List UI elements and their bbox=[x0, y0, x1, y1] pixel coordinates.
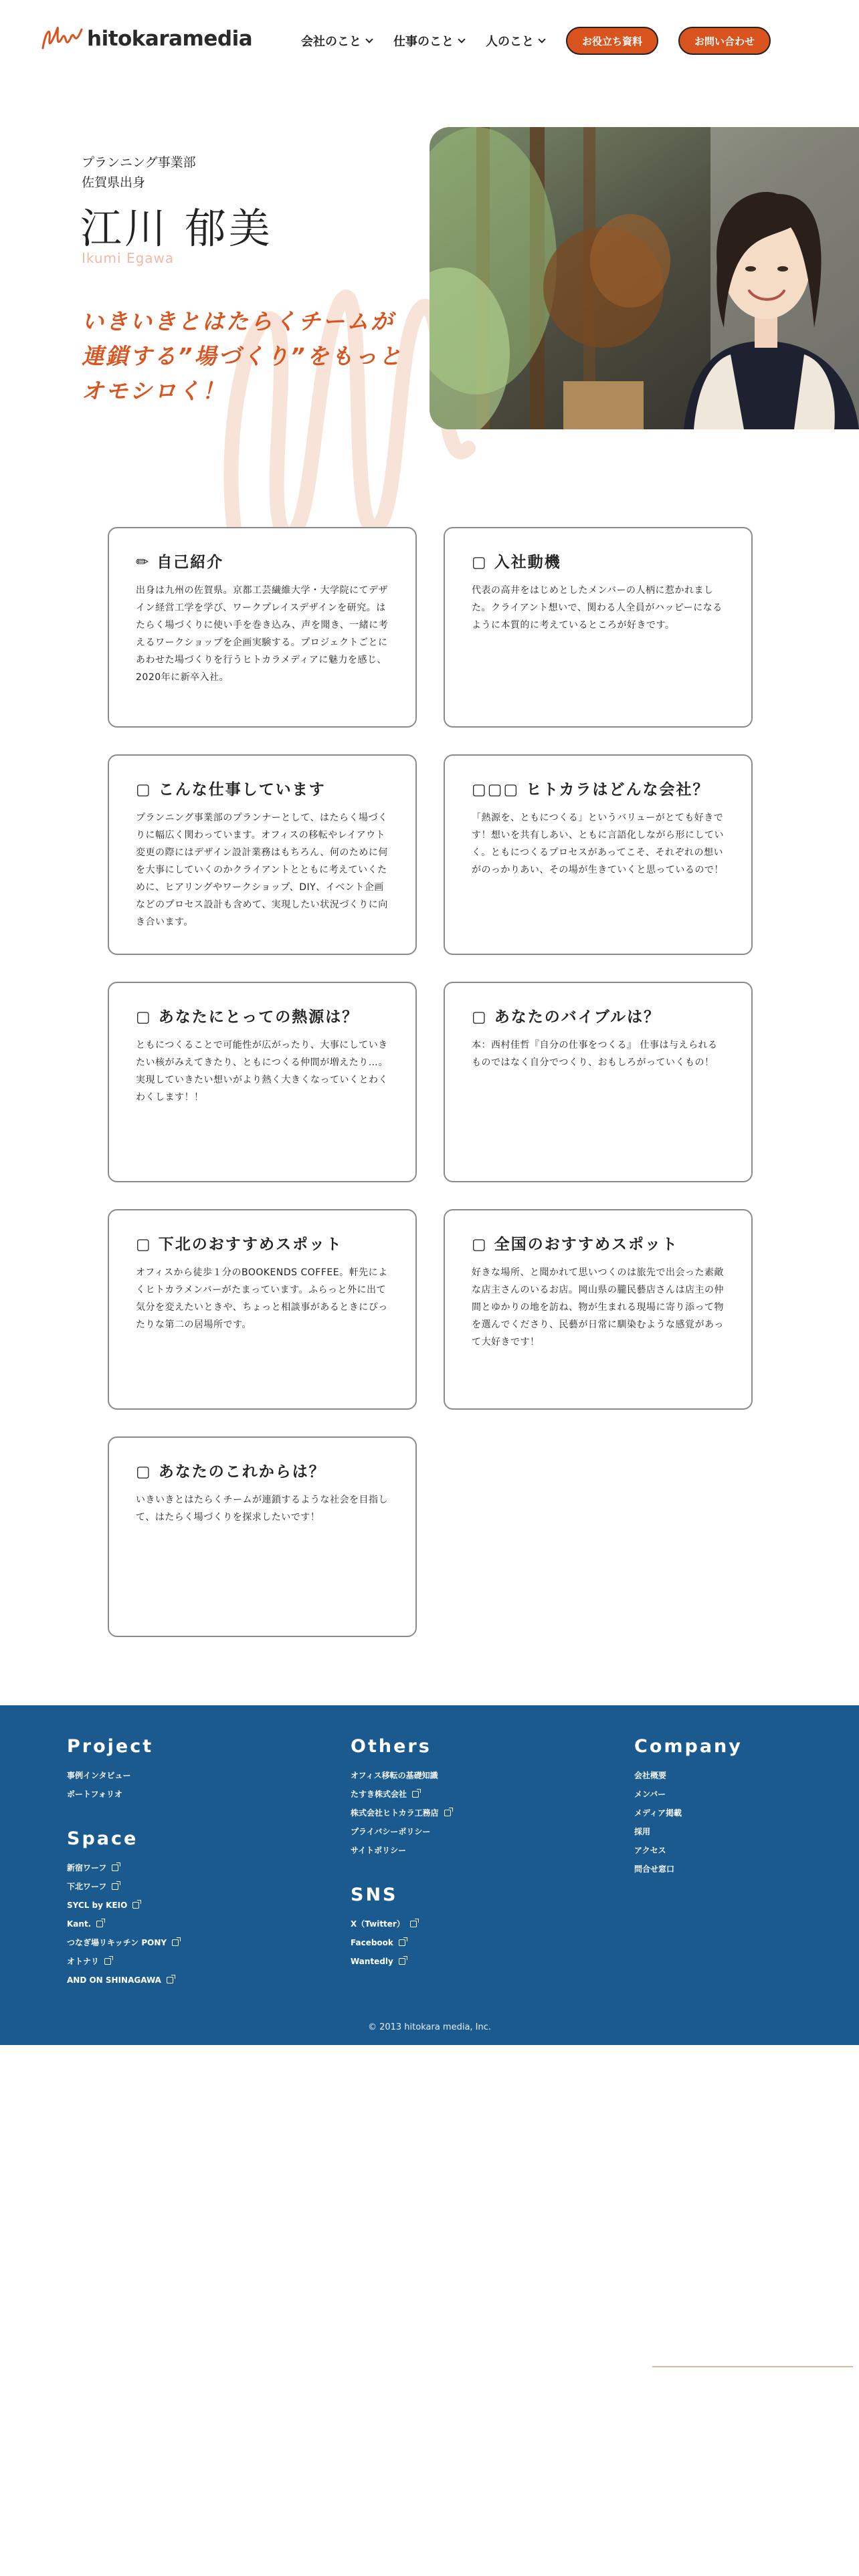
footer-link[interactable]: Facebook bbox=[351, 1933, 417, 1952]
site-header bbox=[0, 0, 859, 80]
footer-link[interactable]: Kant. bbox=[67, 1915, 179, 1933]
footer-heading: Project bbox=[67, 1736, 154, 1757]
photo-illustration bbox=[430, 127, 859, 429]
footer-link[interactable]: 問合せ窓口 bbox=[634, 1864, 675, 1874]
external-link-icon bbox=[167, 1977, 173, 1983]
catch-copy: いきいきとはたらくチームが 連鎖する”場づくり”をもっと オモシロく！ bbox=[82, 308, 403, 404]
external-link-icon bbox=[444, 1810, 451, 1816]
footer-link[interactable]: 新宿ワーフ bbox=[67, 1858, 179, 1877]
card-title: あなたにとっての熱源は？ bbox=[158, 1008, 359, 1026]
main-nav bbox=[301, 27, 771, 55]
profile-meta bbox=[82, 152, 196, 193]
placeholder-icon: ▢ bbox=[136, 781, 152, 798]
decorative-divider bbox=[652, 2366, 853, 2367]
copyright: © 2013 hitokara media, Inc. bbox=[367, 2022, 492, 2032]
card-title: あなたのこれからは？ bbox=[158, 1463, 326, 1481]
card-body: 「熱源を、ともにつくる」というバリューがとても好きです！想いを共有しあい、ともに言語化しながら形にしていく。ともにつくるプロセスがあってこそ、それぞれの想いがのっかりあい、その場が生きていくと思っているので！ bbox=[472, 813, 724, 875]
department-label: プランニング事業部 bbox=[82, 155, 196, 170]
external-link-icon bbox=[172, 1939, 179, 1946]
card-body: 本：西村佳哲『自分の仕事をつくる』 仕事は与えられるものではなく自分でつくり、おもしろがっていくもの！ bbox=[472, 1040, 718, 1068]
logo[interactable] bbox=[39, 19, 252, 59]
footer-sns bbox=[351, 1885, 417, 1971]
external-link-icon bbox=[96, 1921, 103, 1927]
footer-link[interactable]: 下北ワーフ bbox=[67, 1877, 179, 1896]
external-link-icon bbox=[112, 1883, 118, 1890]
pencil-icon: ✏ bbox=[136, 554, 151, 571]
footer-heading: Space bbox=[67, 1828, 138, 1849]
placeholder-icon: ▢ bbox=[136, 1463, 152, 1481]
external-link-icon bbox=[399, 1939, 405, 1946]
footer-link[interactable]: 採用 bbox=[634, 1827, 651, 1836]
nav-company[interactable]: 会社のこと bbox=[301, 32, 372, 49]
placeholder-icon: ▢ bbox=[472, 1236, 488, 1253]
footer-link[interactable]: 事例インタビュー bbox=[67, 1771, 131, 1780]
footer-space bbox=[67, 1828, 179, 1990]
external-link-icon bbox=[104, 1958, 111, 1965]
footer-link[interactable]: メンバー bbox=[634, 1790, 666, 1799]
external-link-icon bbox=[132, 1902, 139, 1909]
footer-link[interactable]: つなぎ場リキッチン PONY bbox=[67, 1933, 179, 1952]
footer-project bbox=[67, 1736, 153, 1804]
person-photo bbox=[430, 127, 859, 429]
footer-link[interactable]: X（Twitter） bbox=[351, 1915, 417, 1933]
placeholder-icon: ▢ bbox=[136, 1008, 152, 1026]
resources-button[interactable]: お役立ち資料 bbox=[566, 27, 658, 55]
card-title: 全国のおすすめスポット bbox=[494, 1236, 678, 1253]
external-link-icon bbox=[412, 1791, 419, 1798]
site-footer bbox=[0, 1705, 859, 2045]
chevron-down-icon bbox=[458, 35, 465, 43]
card-title: あなたのバイブルは？ bbox=[494, 1008, 661, 1026]
footer-link[interactable]: 株式会社ヒトカラ工務店 bbox=[351, 1804, 451, 1822]
card-body: 代表の高井をはじめとしたメンバーの人柄に惹かれました。クライアント想いで、関わる人全員がハッピーになるように本質的に考えているところが好きです。 bbox=[472, 585, 723, 631]
card-body: プランニング事業部のプランナーとして、はたらく場づくりに幅広く関わっています。オフィスの移転やレイアウト変更の際にはデザイン設計業務はもちろん、何のために何を大事にしていくのかクライアントとともに考えていくために、ヒアリングやワークショップ、DIY、イベント企画などのプロセス設計も含めて、実現したい状況づくりに向き合います。 bbox=[136, 813, 388, 928]
card-title: ヒトカラはどんな会社？ bbox=[526, 781, 710, 798]
placeholder-icon: ▢ bbox=[472, 1008, 488, 1026]
footer-link[interactable]: メディア掲載 bbox=[634, 1808, 682, 1818]
footer-company bbox=[634, 1736, 743, 1879]
card-national-spot bbox=[444, 1209, 753, 1410]
card-body: 出身は九州の佐賀県。京都工芸繊維大学・大学院にてデザイン経営工学を学び、ワークプレイスデザインを研究。はたらく場づくりに使い手を巻き込み、声を聞き、一緒に考えるワークショップを企画実験する。プロジェクトごとにあわせた場づくりを行うヒトカラメディアに魅力を感じ、2020年に新卒入社。 bbox=[136, 585, 389, 683]
contact-button[interactable]: お問い合わせ bbox=[678, 27, 771, 55]
card-body: オフィスから徒歩１分のBOOKENDS COFFEE。軒先によくヒトカラメンバーがたまっています。ふらっと外に出て気分を変えたいときや、ちょっと相談事があるときにぴったりな第二の居場所です。 bbox=[136, 1267, 388, 1330]
footer-link[interactable]: アクセス bbox=[634, 1846, 666, 1855]
person-name-roman: Ikumi Egawa bbox=[82, 250, 175, 266]
card-shimokita-spot bbox=[108, 1209, 417, 1410]
placeholder-icon: ▢ bbox=[472, 554, 488, 571]
person-name: 江川 郁美 bbox=[80, 204, 273, 253]
card-bible bbox=[444, 982, 753, 1182]
card-motivation bbox=[444, 527, 753, 728]
footer-link[interactable]: 会社概要 bbox=[634, 1771, 667, 1780]
card-work bbox=[108, 754, 417, 955]
footer-link[interactable]: オフィス移転の基礎知識 bbox=[351, 1771, 438, 1780]
card-body: ともにつくることで可能性が広がったり、大事にしていきたい核がみえてきたり、ともにつくる仲間が増えたり…。実現していきたい想いがより熱く大きくなっていくとわくわくします！！ bbox=[136, 1040, 388, 1103]
card-company bbox=[444, 754, 753, 955]
card-title: 自己紹介 bbox=[157, 554, 224, 571]
external-link-icon bbox=[399, 1958, 405, 1965]
footer-heading: Others bbox=[351, 1736, 432, 1757]
card-body: いきいきとはたらくチームが連鎖するような社会を目指して、はたらく場づくりを探求したいです！ bbox=[136, 1495, 388, 1523]
footer-link[interactable]: オトナリ bbox=[67, 1952, 179, 1971]
footer-link[interactable]: ポートフォリオ bbox=[67, 1790, 122, 1799]
footer-link[interactable]: AND ON SHINAGAWA bbox=[67, 1971, 179, 1990]
chevron-down-icon bbox=[365, 35, 373, 43]
card-body: 好きな場所、と聞かれて思いつくのは旅先で出会った素敵な店主さんのいるお店。岡山県の朧民藝店さんは店主の仲間とゆかりの地を訪ね、物が生まれる現場に寄り添って物を選んでくださり、民藝が日常に馴染むような感覚があって大好きです！ bbox=[472, 1267, 724, 1348]
footer-link[interactable]: Wantedly bbox=[351, 1952, 417, 1971]
footer-heading: SNS bbox=[351, 1885, 398, 1905]
card-title: 入社動機 bbox=[494, 554, 561, 571]
placeholder-icon: ▢▢▢ bbox=[472, 781, 520, 798]
footer-link[interactable]: たすき株式会社 bbox=[351, 1785, 451, 1804]
card-title: こんな仕事しています bbox=[158, 781, 326, 798]
footer-link[interactable]: プライバシーポリシー bbox=[351, 1827, 431, 1836]
logo-text: hitokaramedia bbox=[87, 27, 253, 51]
footer-heading: Company bbox=[634, 1736, 743, 1757]
card-title: 下北のおすすめスポット bbox=[158, 1236, 343, 1253]
placeholder-icon: ▢ bbox=[136, 1236, 152, 1253]
card-self-intro bbox=[108, 527, 417, 728]
card-passion bbox=[108, 982, 417, 1182]
chevron-down-icon bbox=[538, 35, 545, 43]
footer-others bbox=[351, 1736, 451, 1860]
external-link-icon bbox=[112, 1864, 118, 1871]
nav-people[interactable]: 人のこと bbox=[486, 32, 545, 49]
external-link-icon bbox=[410, 1921, 417, 1927]
hometown-label: 佐賀県出身 bbox=[82, 175, 146, 190]
profile-hero bbox=[0, 80, 859, 455]
logo-squiggle-icon bbox=[39, 19, 86, 59]
footer-link[interactable]: サイトポリシー bbox=[351, 1846, 407, 1855]
nav-work[interactable]: 仕事のこと bbox=[393, 32, 464, 49]
card-future bbox=[108, 1436, 417, 1637]
footer-link[interactable]: SYCL by KEIO bbox=[67, 1896, 179, 1915]
